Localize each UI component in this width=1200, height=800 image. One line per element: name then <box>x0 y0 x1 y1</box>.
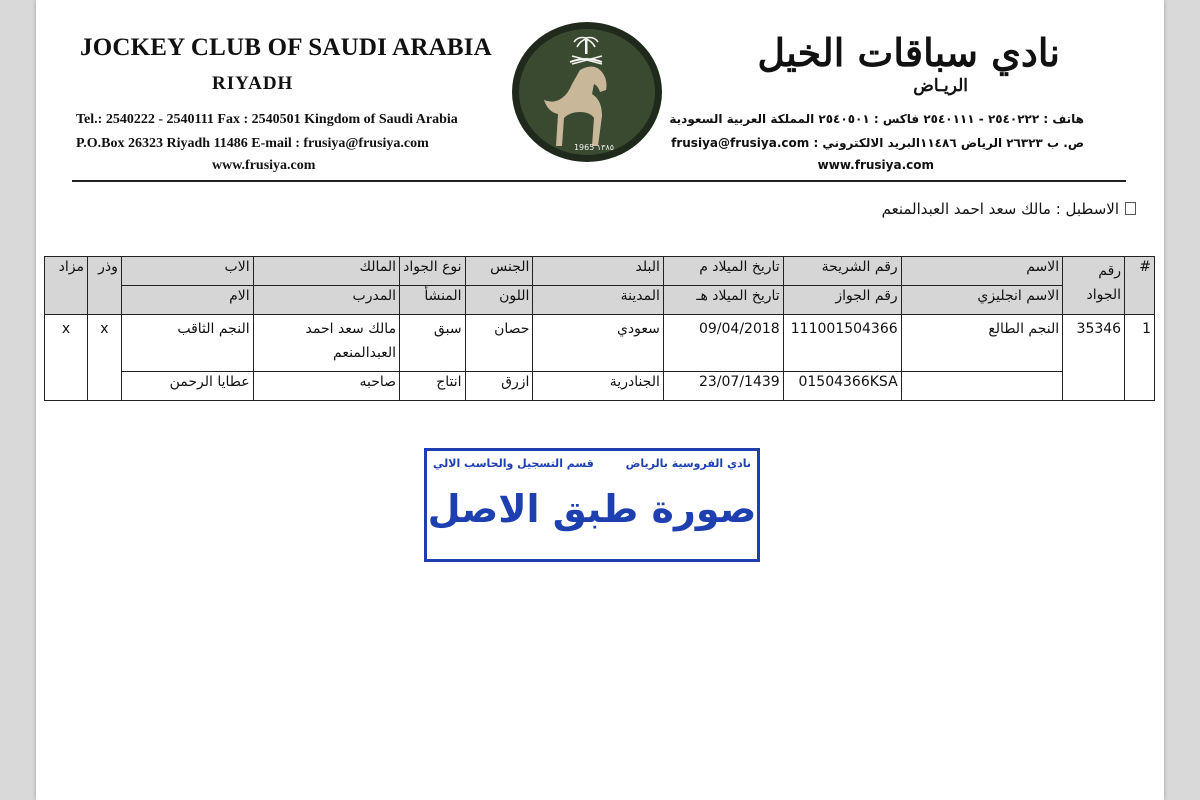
row-auction: x <box>45 315 88 401</box>
stamp-department: قسم التسجيل والحاسب الالي <box>433 457 594 470</box>
row-birth-hijri: 23/07/1439 <box>663 372 783 401</box>
table-row-secondary <box>45 372 1155 401</box>
header-dam: الام <box>121 286 253 315</box>
row-dam: عطايا الرحمن <box>121 372 253 401</box>
header-name: الاسم <box>901 257 1063 286</box>
header-english-city: RIYADH <box>212 73 294 94</box>
jockey-club-logo <box>510 20 664 164</box>
header-sire: الاب <box>121 257 253 286</box>
header-hash: # <box>1125 257 1155 315</box>
row-name-en <box>901 372 1063 401</box>
header-horse-type: نوع الجواد <box>400 257 465 286</box>
row-color: ازرق <box>465 372 533 401</box>
header-sex: الجنس <box>465 257 533 286</box>
row-passport-no: 01504366KSA <box>783 372 901 401</box>
row-weight: x <box>87 315 121 401</box>
header-arabic-pobox: ص. ب ٢٦٣٢٣ الرياض ١١٤٨٦البريد الالكتروني : frusiya@frusiya.com <box>671 136 1084 150</box>
header-birth-hijri: تاريخ الميلاد هـ <box>663 286 783 315</box>
row-horse-no: 35346 <box>1063 315 1125 401</box>
stamp-main-text: صورة طبق الاصل <box>427 487 757 531</box>
row-chip-no: 111001504366 <box>783 315 901 372</box>
row-index: 1 <box>1125 315 1155 401</box>
row-trainer: صاحبه <box>253 372 399 401</box>
checkbox-glyph-icon <box>1125 202 1136 215</box>
header-city: المدينة <box>533 286 663 315</box>
row-owner: مالك سعد احمد العبدالمنعم <box>253 315 399 372</box>
table-row <box>45 315 1155 372</box>
row-origin: انتاج <box>400 372 465 401</box>
header-owner: المالك <box>253 257 399 286</box>
registration-table <box>44 256 1155 401</box>
header-english-phone: Tel.: 2540222 - 2540111 Fax : 2540501 Kingdom of Saudi Arabia <box>76 112 458 127</box>
header-divider <box>72 180 1126 182</box>
header-english-website: www.frusiya.com <box>212 158 316 173</box>
stable-text: الاسطبل : مالك سعد احمد العبدالمنعم <box>881 200 1119 218</box>
row-city: الجنادرية <box>533 372 663 401</box>
stamp-club-name: نادي الفروسية بالرياض <box>625 457 751 470</box>
row-sex: حصان <box>465 315 533 372</box>
header-chip-no: رقم الشريحة <box>783 257 901 286</box>
header-arabic-title: نادي سباقات الخيل <box>757 30 1060 75</box>
header-birth-greg: تاريخ الميلاد م <box>663 257 783 286</box>
header-country: البلد <box>533 257 663 286</box>
table-header-row-1 <box>45 257 1155 286</box>
header-arabic-website: www.frusiya.com <box>817 158 934 172</box>
header-trainer: المدرب <box>253 286 399 315</box>
certified-copy-stamp <box>424 448 760 562</box>
header-name-en: الاسم انجليزي <box>901 286 1063 315</box>
header-color: اللون <box>465 286 533 315</box>
document-page <box>36 0 1164 800</box>
header-arabic-phone: هاتف : ٢٥٤٠٢٢٢ - ٢٥٤٠١١١ فاكس : ٢٥٤٠٥٠١ المملكة العربية السعودية <box>669 112 1084 126</box>
row-country: سعودي <box>533 315 663 372</box>
header-auction: مزاد <box>45 257 88 315</box>
header-origin: المنشأ <box>400 286 465 315</box>
logo-years: 1965 ١٣٨٥ <box>573 143 615 152</box>
header-english-title: JOCKEY CLUB OF SAUDI ARABIA <box>80 34 492 61</box>
stable-line <box>882 200 1136 218</box>
header-passport-no: رقم الجواز <box>783 286 901 315</box>
header-arabic-city: الريـاض <box>913 76 968 96</box>
row-name: النجم الطالع <box>901 315 1063 372</box>
header-english-pobox: P.O.Box 26323 Riyadh 11486 E-mail : frusiya@frusiya.com <box>76 136 429 151</box>
table-header-row-2 <box>45 286 1155 315</box>
row-horse-type: سبق <box>400 315 465 372</box>
row-sire: النجم الثاقب <box>121 315 253 372</box>
header-horse-no: رقم الجواد <box>1063 257 1125 315</box>
row-birth-greg: 09/04/2018 <box>663 315 783 372</box>
header-weight: وذر <box>87 257 121 315</box>
